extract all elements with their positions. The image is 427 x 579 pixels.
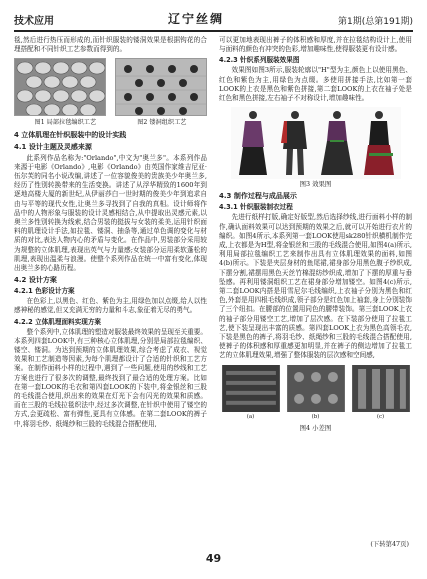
section-4-2-2-heading: 4.2.2 立体肌理面料实现方案 xyxy=(14,317,102,326)
section-4-3-heading: 4.3 制作过程与成品展示 xyxy=(219,192,297,201)
journal-title: 辽宁丝绸 xyxy=(168,12,225,26)
left-intro: 毯,然后进行热压而形成的,而针织服装的镂洞效果是根据钩花的合理搭配和不同针织工艺参数而得到的。 xyxy=(14,36,207,54)
figure-4b-label: (b) xyxy=(311,414,320,421)
page-header xyxy=(14,10,413,32)
section-4-heading: 4 立体肌理在针织服装中的设计实践 xyxy=(14,130,127,139)
figure-4-images xyxy=(221,365,411,423)
figure-1-image xyxy=(14,58,106,116)
section-4-2-3-text: 效果图如图3所示,服装轮廓以"H"型为主,颜色上以使用黑色、红色和紫色为主,用绿色为点缀。多使用拼接手法,比如第一套LOOK的上衣是黑色和紫色拼接,第二套LOOK的上衣在袖子处是红色和黑色拼接,左右袖子不对称设计,增加趣味性。 xyxy=(219,66,412,103)
figure-2-caption: 图2 镂洞组织工艺 xyxy=(137,119,187,127)
continued-note: (下转第47页) xyxy=(370,540,409,548)
section-label: 技术应用 xyxy=(14,16,54,27)
figure-4c xyxy=(351,365,411,423)
section-4-3-1-heading: 4.3.1 针织服装制衣过程 xyxy=(219,203,293,212)
section-4-2-3-heading: 4.2.3 针织系列服装效果图 xyxy=(219,56,300,65)
issue-label: 第1期(总第191期) xyxy=(338,17,413,27)
right-intro: 可以更加地表现出裤子的体积感和厚度,并在拉毯结构设计上,使用与面料的颜色有冲突的色彩,增加趣味性,使得服装更有设计感。 xyxy=(219,36,412,54)
figure-3-image xyxy=(231,107,401,179)
figure-4a-label: (a) xyxy=(246,414,255,421)
right-column xyxy=(219,36,412,436)
figure-4-caption: 图4 小差图 xyxy=(299,423,332,432)
section-4-2-1-heading: 4.2.1 色彩设计方案 xyxy=(14,287,75,296)
figure-1-caption: 图1 局部拉毯编织工艺 xyxy=(34,119,97,127)
figure-2-image xyxy=(115,58,207,116)
left-column xyxy=(14,36,207,430)
section-4-2-2-text: 整个系列中,立体肌理的塑造对服装最终效果的呈现至关重要。本系列四套LOOK中,有三种核心立体肌理,分别是局部拉毯编织、镂空、镂洞。为达到预期的立体肌理效果,综合考虑了成衣、视觉效果和工艺制造等因素,为每个肌理都设计了合适的针织和工艺方案。在制作面料小样的过程中,遇到了一些问题,使用的纱线和工艺方案也进行了很多次的调整,最终找到了最合适的处理方案。比如在第一套LOOK的毛衣和第四套LOOK的下装中,将金银丝和三股的毛线混合使用,织出来的效果在灯光下会有闪光的效果和质感。而在三股的毛线拉毯织法中,经过多次调整,在针织中使用了镂空的方式,会更疏松、富有弹性,更具有立体感。在第二套LOOK的裤子中,将羽毛纱、纸绳纱和三股的毛线混合搭配使用, xyxy=(14,327,207,428)
figure-captions-1-2 xyxy=(14,118,207,127)
figure-4b xyxy=(286,365,346,423)
figure-4c-label: (c) xyxy=(376,414,385,421)
section-4-2-1-text: 在色彩上,以黑色、红色、紫色为主,用绿色加以点缀,给人以性感神秘的感觉,但又充满无穷的力量和斗志,象征着无尽的勇气。 xyxy=(14,297,207,315)
section-4-1-heading: 4.1 设计主题及灵感来源 xyxy=(14,142,92,151)
page-number: 49 xyxy=(205,552,222,565)
section-4-1-text: 此系列作品名称为:"Orlando",中文为"奥兰多"。本系列作品来源于电影《Orlando》,电影《Orlando》由英国作家维吉尼亚·伍尔芙的同名小说改编,讲述了一位容貌俊美的贵族美少年奥兰多,经历了性别转换带来的生活变换。讲述了从浮华精致的1600年到逐地高楼大厦的新世纪,从伊丽莎白一世时期的俊美少年到追求自由与平等的现代女性,让奥兰多寻找到了自我的真相。设计师将作品中的人物形象与服装的设计灵感相结合,从中提取出灵感元素,以奥兰多性别转换为线索,结合男装的挺拔与女装的柔美,运用针织面料的肌理设计手法,如拉毯、镂洞、抽条等,通过单色调的变化与材质的对比,表达人物内心的矛盾与变化。在作品中,男装部分采用较为规整的立体肌理,表现出英气与力量感;女装部分运用柔软蓬松的肌理,表现出温柔与浪漫。使整个系列作品在统一中富有变化,体现出奥兰多的心路历程。 xyxy=(14,153,207,273)
figure-4a xyxy=(221,365,281,423)
figure-3-caption: 图3 效果图 xyxy=(299,180,332,189)
section-4-2-heading: 4.2 设计方案 xyxy=(14,276,57,285)
section-4-3-1-text: 先进行纸样打版,确定好版型,然后选择纱线,进行面料小样的制作,确认面料效果可以达到预期的效果之后,就可以开始进行衣片的编织。如图4所示,本系列第一套LOOK使用sk280针织横机制作完成,上衣都是为H型,将金银丝和三股的毛线混合使用,如图4(a)所示,利用局部拉毯编织工艺来制作出具有立体肌理效果的面料,如图4(b)所示。下装是夹层身材的鱼尾裙,裙身部分用黑色腹子纱织成,下摆分割,裙摆用黑色天丝竹棉混纺纱织成,增加了下摆的厚重与垂坠感。再利用镂洞组织工艺在裙身部分增加镂空。如图4(c)所示,第二套LOOK内搭是用雪尼尔毛线编织,上衣袖子分别为黑色和红色,外套是用四根毛线织成,领子部分是红色加上袖套,身上分别装饰了三个纽扣。在腰部的位置用同色的腰带装饰。第三套LOOK上衣的袖子部分用镂空工艺,增加了层次感。在下装部分使用了拉毯工艺,使下装呈现出丰富的质感。第四套LOOK上衣为黑色高领毛衣,下装是黑色的裤子,将羽毛纱、纸绳纱和三股的毛线混合搭配使用,使裤子的体积感和厚重感更加明显,并在裤子的侧边增加了拉毯工艺的立体肌理效果,增强了整体服装的层次感和空间感, xyxy=(219,213,412,360)
figure-row-1-2 xyxy=(14,58,207,116)
